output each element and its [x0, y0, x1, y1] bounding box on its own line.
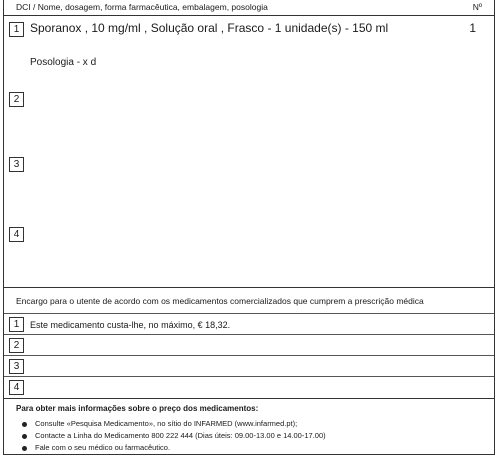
bullet-icon [22, 422, 27, 427]
line-index-box: 1 [9, 22, 24, 37]
medicine-quantity: 1 [469, 21, 476, 35]
line-index-box: 2 [9, 92, 24, 107]
charge-index-box: 1 [9, 317, 24, 332]
line-index-box: 4 [9, 227, 24, 242]
header-number-label: Nº [472, 2, 482, 12]
bullet-icon [22, 446, 27, 451]
charge-index-box: 4 [9, 380, 24, 395]
medicine-description: Sporanox , 10 mg/ml , Solução oral , Frasco - 1 unidade(s) - 150 ml [30, 21, 389, 35]
info-item-text: Fale com o seu médico ou farmacêutico. [35, 443, 171, 452]
charge-index-box: 2 [9, 338, 24, 353]
info-item [22, 431, 326, 440]
info-item [22, 419, 297, 428]
form-header [4, 0, 494, 16]
info-item-text: Consulte «Pesquisa Medicamento», no sítio do INFARMED (www.infarmed.pt); [35, 419, 298, 428]
charge-index-box: 3 [9, 359, 24, 374]
row-divider [4, 355, 494, 356]
section-divider [4, 398, 494, 399]
header-title: DCI / Nome, dosagem, forma farmacêutica, embalagem, posologia [16, 2, 268, 12]
posology-text: Posologia - x d [30, 57, 97, 68]
info-item [22, 443, 170, 452]
section-divider [4, 287, 494, 288]
prescription-form [3, 0, 495, 455]
charges-title: Encargo para o utente de acordo com os medicamentos comercializados que cumprem a prescrição médica [16, 296, 424, 306]
row-divider [4, 313, 494, 314]
charge-cost-text: Este medicamento custa-lhe, no máximo, € 18,32. [30, 320, 231, 330]
row-divider [4, 334, 494, 335]
info-item-text: Contacte a Linha do Medicamento 800 222 444 (Dias úteis: 09.00-13.00 e 14.00-17.00) [35, 431, 326, 440]
info-title: Para obter mais informações sobre o preço dos medicamentos: [16, 404, 259, 413]
bullet-icon [22, 434, 27, 439]
line-index-box: 3 [9, 157, 24, 172]
row-divider [4, 376, 494, 377]
